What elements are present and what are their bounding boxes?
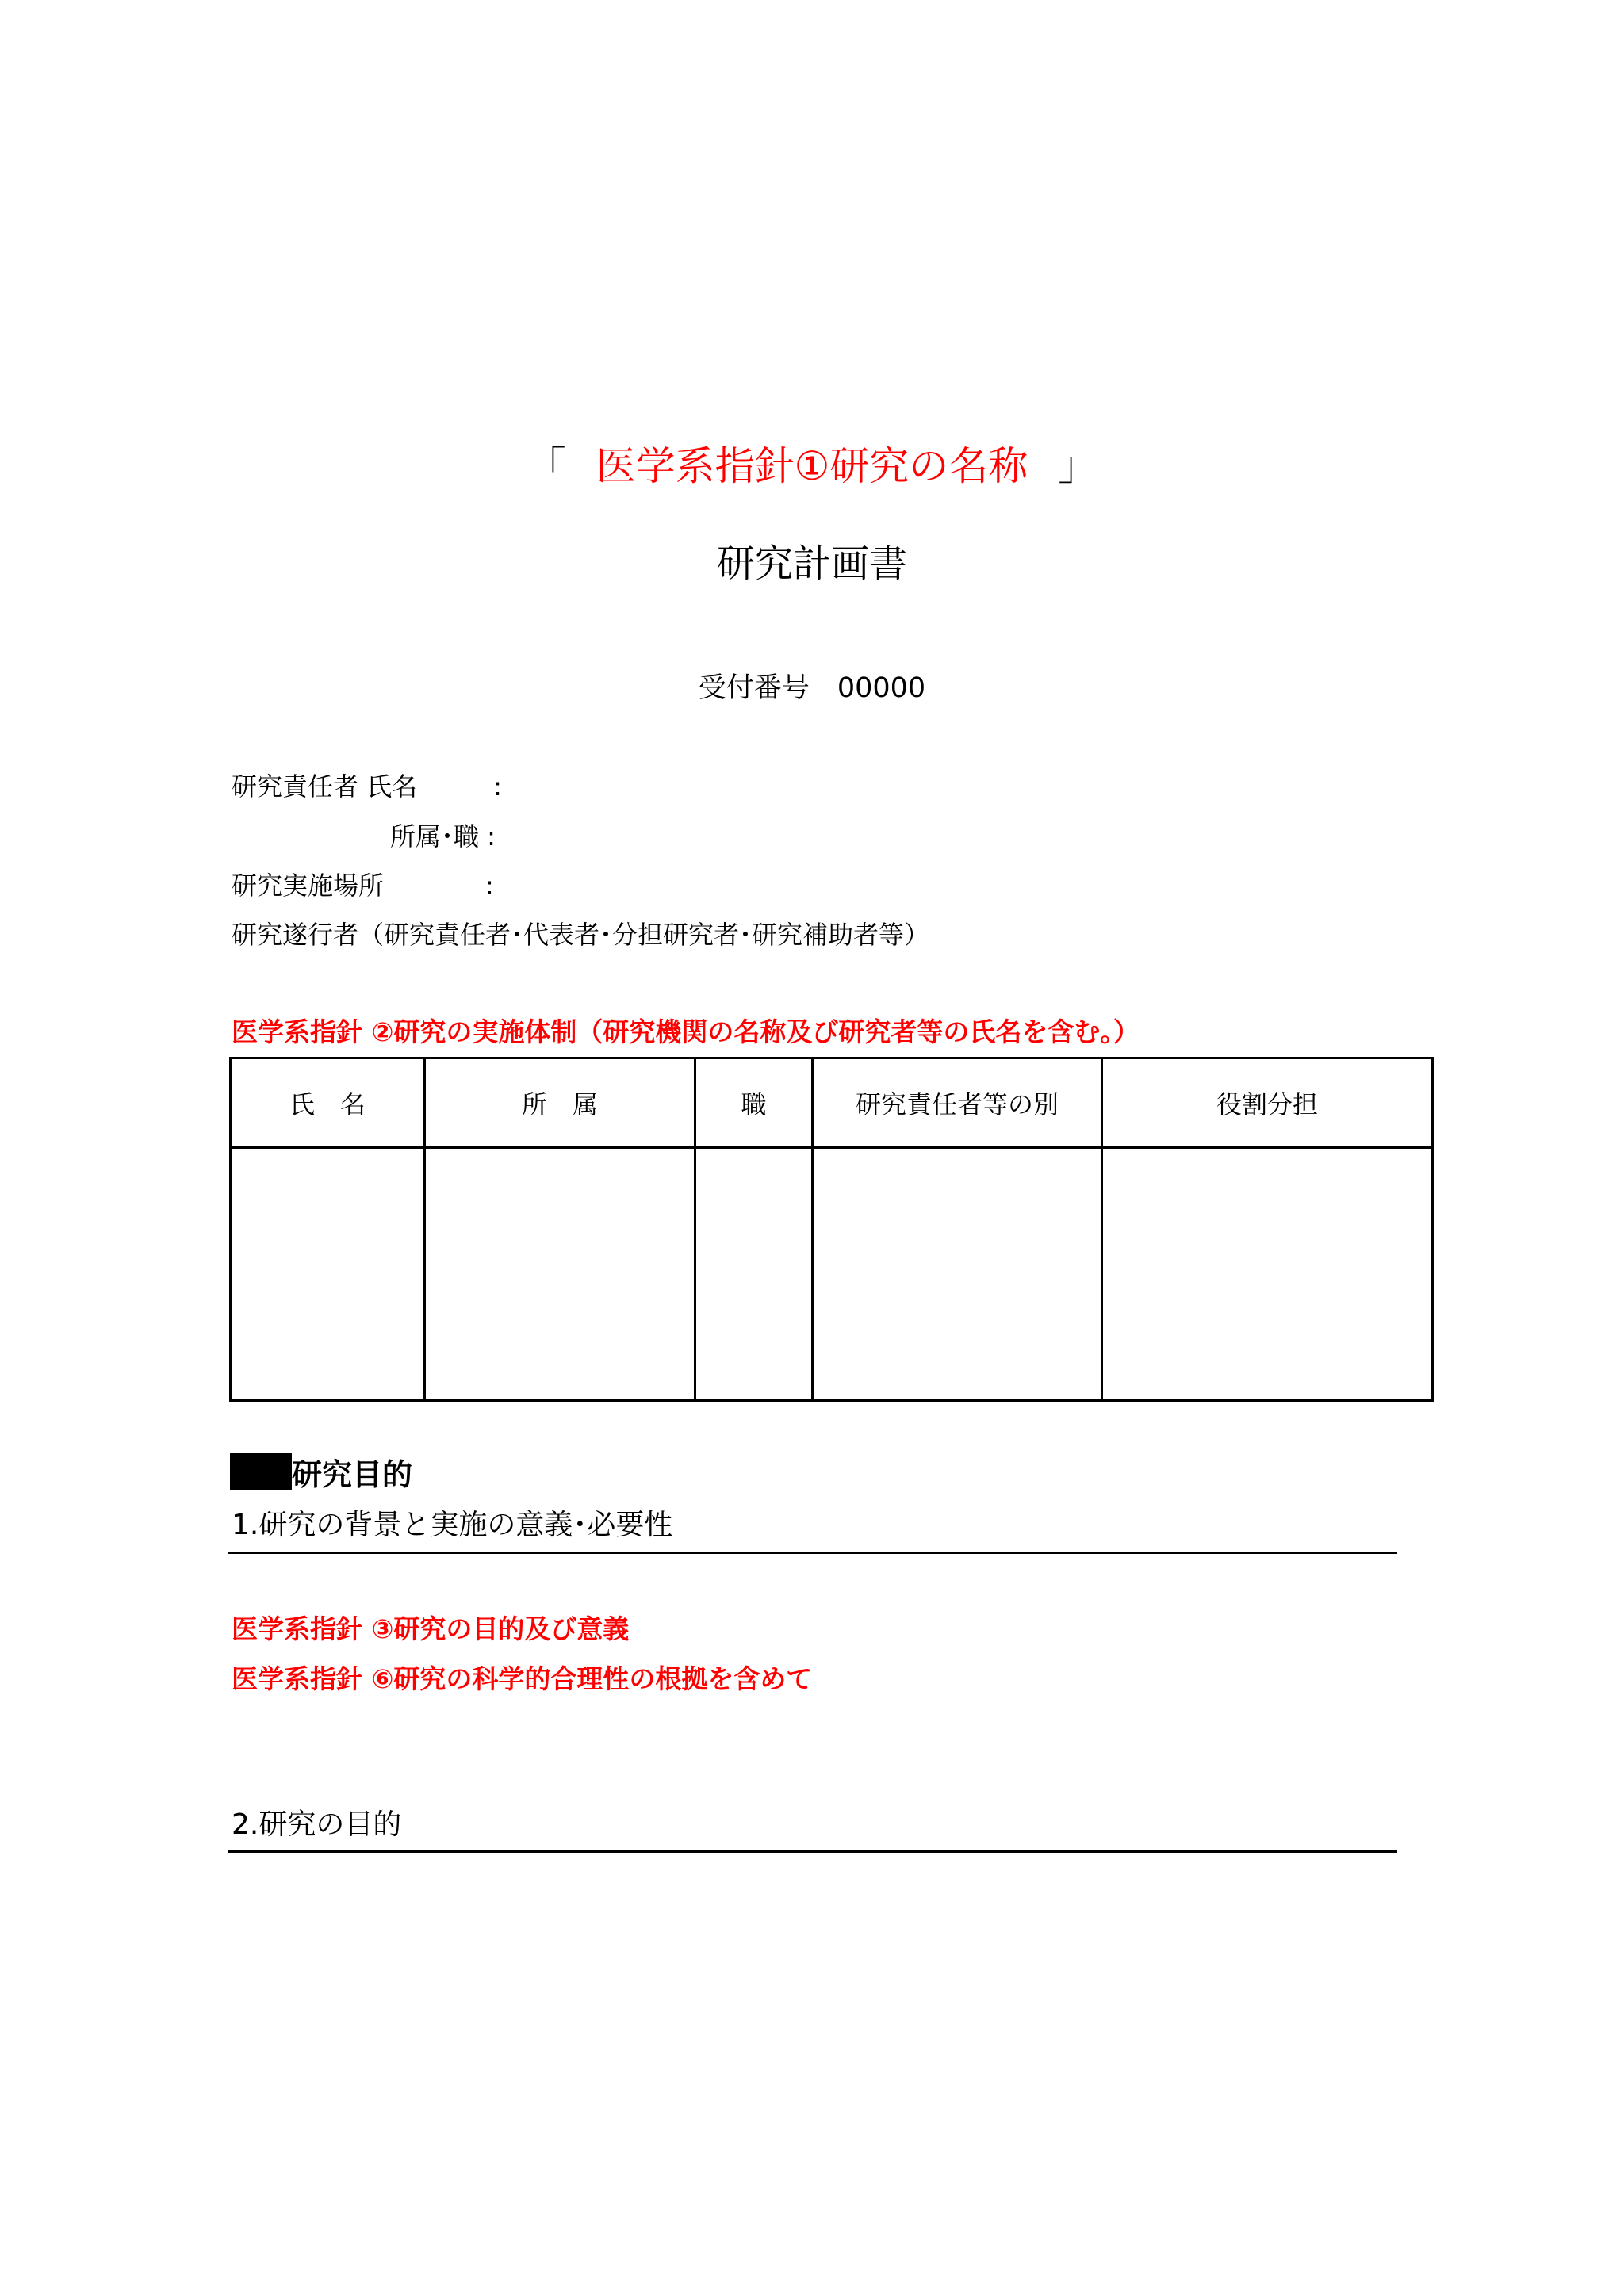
document-title <box>0 434 1624 498</box>
col-header-responsibility: 役割分担 <box>1102 1058 1433 1148</box>
redaction-block <box>230 1453 292 1490</box>
section-heading <box>230 1451 412 1498</box>
principal-investigator-affiliation: 所属･職 : <box>390 821 496 851</box>
col-header-role-type: 研究責任者等の別 <box>813 1058 1102 1148</box>
table-row <box>231 1148 1433 1401</box>
title-study-name: 医学系指針①研究の名称 <box>596 443 1028 489</box>
col-header-position: 職 <box>695 1058 813 1148</box>
guideline-2-note: 医学系指針 ②研究の実施体制（研究機関の名称及び研究者等の氏名を含む。） <box>232 1016 1139 1047</box>
col-header-affiliation: 所 属 <box>425 1058 695 1148</box>
table-cell[interactable] <box>425 1148 695 1401</box>
subsection-2-underline <box>228 1850 1397 1853</box>
subsection-2-heading: 2.研究の目的 <box>232 1808 402 1841</box>
title-open-bracket: 「 <box>526 443 566 489</box>
receipt-number: 受付番号 00000 <box>698 672 926 704</box>
table-cell[interactable] <box>813 1148 1102 1401</box>
table-cell[interactable] <box>231 1148 425 1401</box>
guideline-6-note: 医学系指針 ⑥研究の科学的合理性の根拠を含めて <box>232 1663 813 1694</box>
table-cell[interactable] <box>695 1148 813 1401</box>
col-header-name: 氏 名 <box>231 1058 425 1148</box>
guideline-3-note: 医学系指針 ③研究の目的及び意義 <box>232 1613 630 1644</box>
table-header-row <box>231 1058 1433 1148</box>
principal-investigator-name: 研究責任者 氏名 : <box>232 771 502 802</box>
researchers-line: 研究遂行者（研究責任者･代表者･分担研究者･研究補助者等） <box>232 920 930 950</box>
subsection-1-underline <box>228 1552 1397 1554</box>
table-cell[interactable] <box>1102 1148 1433 1401</box>
document-subtitle: 研究計画書 <box>716 541 907 586</box>
title-close-bracket: 」 <box>1058 443 1098 489</box>
research-site: 研究実施場所 : <box>232 871 494 901</box>
research-team-table <box>229 1057 1434 1402</box>
subsection-1-heading: 1.研究の背景と実施の意義･必要性 <box>232 1509 673 1541</box>
section-title: 研究目的 <box>292 1457 413 1492</box>
